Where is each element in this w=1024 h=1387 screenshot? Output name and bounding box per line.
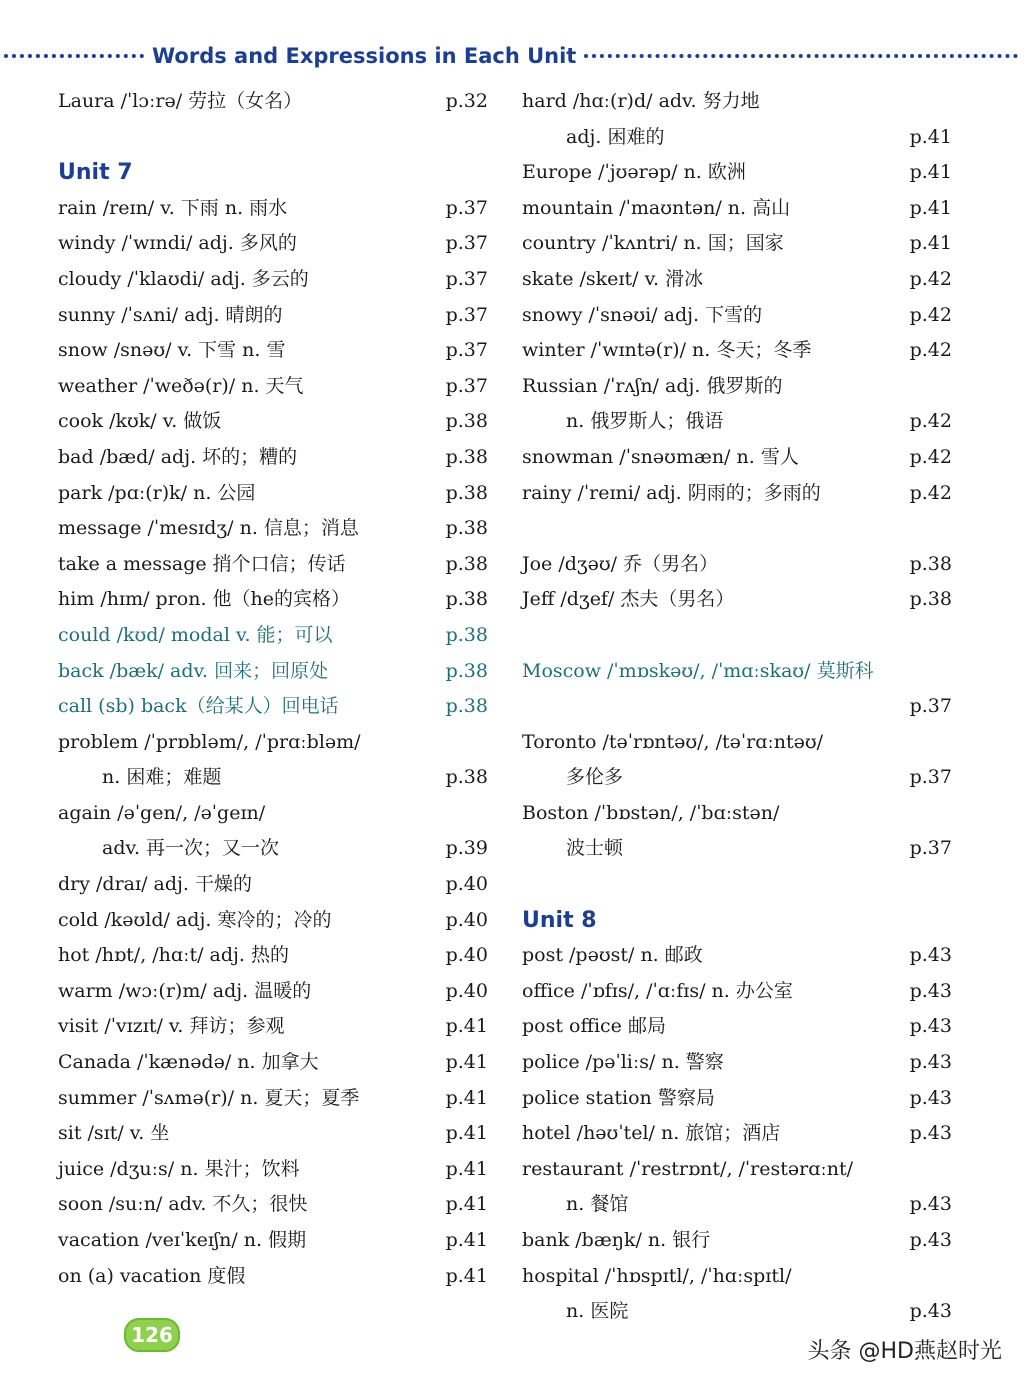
page-reference: p.41 bbox=[445, 1015, 488, 1038]
vocab-row bbox=[522, 831, 962, 867]
vocab-entry: police /pəˈliːs/ n. 警察 bbox=[522, 1051, 724, 1074]
vocab-entry: cook /kʊk/ v. 做饭 bbox=[58, 410, 222, 433]
page-reference: p.40 bbox=[445, 908, 488, 931]
vocab-entry: Joe /dʒəʊ/ 乔（男名） bbox=[522, 552, 719, 575]
vocab-row bbox=[58, 1081, 498, 1117]
page-reference: p.43 bbox=[909, 1122, 952, 1145]
vocab-row bbox=[58, 725, 498, 761]
vocab-entry: visit /ˈvɪzɪt/ v. 拜访；参观 bbox=[58, 1015, 285, 1038]
vocab-row bbox=[522, 155, 962, 191]
vocab-entry: windy /ˈwɪndi/ adj. 多风的 bbox=[58, 232, 297, 255]
page-reference: p.38 bbox=[445, 623, 488, 646]
page-reference: p.41 bbox=[445, 1157, 488, 1180]
vocab-row bbox=[522, 796, 962, 832]
vocab-row bbox=[58, 511, 498, 547]
vocab-row bbox=[58, 974, 498, 1010]
vocab-row bbox=[522, 298, 962, 334]
vocab-row bbox=[522, 1187, 962, 1223]
vocab-entry: Jeff /dʒef/ 杰夫（男名） bbox=[522, 588, 735, 611]
vocab-entry: bad /bæd/ adj. 坏的；糟的 bbox=[58, 445, 298, 468]
vocab-entry: again /əˈgen/, /əˈgeɪn/ bbox=[58, 801, 266, 824]
vocab-row bbox=[58, 1187, 498, 1223]
vocab-row bbox=[58, 369, 498, 405]
vocab-entry: n. 医院 bbox=[566, 1300, 629, 1323]
page-reference: p.43 bbox=[909, 1051, 952, 1074]
vocab-row bbox=[58, 476, 498, 512]
vocab-row bbox=[58, 84, 498, 120]
vocab-row bbox=[522, 226, 962, 262]
vocab-row bbox=[522, 1259, 962, 1295]
vocab-row bbox=[522, 262, 962, 298]
vocab-entry: Europe /ˈjʊərəp/ n. 欧洲 bbox=[522, 161, 746, 184]
vocab-row bbox=[58, 582, 498, 618]
page-reference: p.41 bbox=[909, 196, 952, 219]
vocab-entry: adv. 再一次；又一次 bbox=[102, 837, 280, 860]
vocab-entry: message /ˈmesɪdʒ/ n. 信息；消息 bbox=[58, 517, 359, 540]
page-reference: p.43 bbox=[909, 944, 952, 967]
vocab-row bbox=[522, 404, 962, 440]
header-dots-left bbox=[4, 54, 144, 58]
vocab-row bbox=[58, 333, 498, 369]
spacer bbox=[522, 618, 962, 654]
vocab-row bbox=[522, 974, 962, 1010]
vocab-entry: call (sb) back（给某人）回电话 bbox=[58, 695, 339, 718]
vocab-row bbox=[58, 1152, 498, 1188]
page-reference: p.39 bbox=[445, 837, 488, 860]
vocab-entry: police station 警察局 bbox=[522, 1086, 715, 1109]
vocab-entry: problem /ˈprɒbləm/, /ˈprɑːbləm/ bbox=[58, 730, 361, 753]
vocab-entry: could /kʊd/ modal v. 能；可以 bbox=[58, 623, 333, 646]
vocab-row bbox=[58, 191, 498, 227]
page-reference: p.37 bbox=[445, 196, 488, 219]
spacer bbox=[58, 120, 498, 156]
vocab-entry: Russian /ˈrʌʃn/ adj. 俄罗斯的 bbox=[522, 374, 783, 397]
page-reference: p.37 bbox=[445, 303, 488, 326]
vocab-entry: skate /skeɪt/ v. 滑冰 bbox=[522, 267, 704, 290]
vocab-entry: vacation /veɪˈkeɪʃn/ n. 假期 bbox=[58, 1229, 307, 1251]
vocab-row bbox=[58, 1009, 498, 1045]
vocab-entry: 多伦多 bbox=[566, 766, 624, 789]
vocab-row bbox=[522, 1294, 962, 1330]
vocab-row bbox=[58, 404, 498, 440]
vocab-entry: post /pəʊst/ n. 邮政 bbox=[522, 944, 703, 967]
page-reference: p.38 bbox=[445, 659, 488, 682]
page-reference: p.43 bbox=[909, 1086, 952, 1109]
vocab-entry: country /ˈkʌntri/ n. 国；国家 bbox=[522, 232, 784, 255]
vocab-entry: snow /snəʊ/ v. 下雪 n. 雪 bbox=[58, 339, 286, 362]
vocab-row bbox=[522, 938, 962, 974]
vocab-entry: n. 困难；难题 bbox=[102, 766, 222, 789]
vocab-entry: n. 餐馆 bbox=[566, 1193, 629, 1216]
vocab-row bbox=[522, 84, 962, 120]
page-reference: p.38 bbox=[909, 552, 952, 575]
page-reference: p.42 bbox=[909, 303, 952, 326]
vocab-entry: hospital /ˈhɒspɪtl/, /ˈhɑːspɪtl/ bbox=[522, 1264, 792, 1287]
page-reference: p.42 bbox=[909, 481, 952, 504]
vocab-entry: adj. 困难的 bbox=[566, 125, 665, 148]
page-reference: p.43 bbox=[909, 1015, 952, 1038]
vocab-row bbox=[522, 1116, 962, 1152]
vocab-entry: bank /bæŋk/ n. 银行 bbox=[522, 1229, 711, 1251]
vocab-entry: 波士顿 bbox=[566, 837, 624, 860]
page-reference: p.38 bbox=[445, 481, 488, 504]
vocab-row bbox=[522, 191, 962, 227]
vocab-row bbox=[522, 582, 962, 618]
page-reference: p.41 bbox=[909, 232, 952, 255]
vocab-row bbox=[522, 654, 962, 690]
vocab-row bbox=[522, 1223, 962, 1259]
vocab-row bbox=[522, 760, 962, 796]
page-number-badge: 126 bbox=[124, 1318, 180, 1352]
vocab-row bbox=[522, 369, 962, 405]
vocab-entry: winter /ˈwɪntə(r)/ n. 冬天；冬季 bbox=[522, 339, 812, 362]
page-reference: p.41 bbox=[445, 1264, 488, 1287]
vocab-row bbox=[522, 1045, 962, 1081]
page-reference: p.37 bbox=[445, 267, 488, 290]
page-reference: p.40 bbox=[445, 944, 488, 967]
page-reference: p.43 bbox=[909, 1193, 952, 1216]
vocab-row bbox=[522, 1152, 962, 1188]
page-reference: p.40 bbox=[445, 979, 488, 1002]
page-reference: p.32 bbox=[445, 90, 488, 112]
page-reference: p.42 bbox=[909, 445, 952, 468]
vocab-row bbox=[58, 1116, 498, 1152]
vocab-entry: hard /hɑː(r)d/ adv. 努力地 bbox=[522, 90, 760, 112]
vocab-row bbox=[522, 1081, 962, 1117]
page-reference: p.41 bbox=[909, 161, 952, 184]
page-reference: p.41 bbox=[445, 1229, 488, 1251]
vocab-entry: post office 邮局 bbox=[522, 1015, 666, 1038]
vocab-row bbox=[58, 903, 498, 939]
vocab-row bbox=[522, 476, 962, 512]
vocab-entry: on (a) vacation 度假 bbox=[58, 1264, 246, 1287]
vocab-row bbox=[522, 725, 962, 761]
vocab-row bbox=[522, 333, 962, 369]
page-reference: p.38 bbox=[445, 552, 488, 575]
vocab-row bbox=[522, 120, 962, 156]
page-reference: p.38 bbox=[445, 410, 488, 433]
header-dots-right bbox=[584, 54, 1018, 58]
vocab-row bbox=[58, 654, 498, 690]
spacer bbox=[522, 867, 962, 903]
page-reference: p.41 bbox=[445, 1051, 488, 1074]
vocab-entry: n. 俄罗斯人；俄语 bbox=[566, 410, 724, 433]
page-reference: p.38 bbox=[445, 766, 488, 789]
unit-heading: Unit 7 bbox=[58, 160, 133, 186]
vocab-row bbox=[522, 547, 962, 583]
vocab-entry: Moscow /ˈmɒskəʊ/, /ˈmɑːskaʊ/ 莫斯科 bbox=[522, 659, 874, 682]
vocab-row bbox=[522, 440, 962, 476]
vocab-row bbox=[58, 938, 498, 974]
watermark: 头条 @HD燕赵时光 bbox=[807, 1339, 1002, 1364]
page-reference: p.43 bbox=[909, 1300, 952, 1323]
vocab-row bbox=[58, 618, 498, 654]
page-reference: p.38 bbox=[445, 695, 488, 718]
vocab-entry: park /pɑː(r)k/ n. 公园 bbox=[58, 481, 256, 504]
spacer bbox=[522, 511, 962, 547]
vocab-entry: juice /dʒuːs/ n. 果汁；饮料 bbox=[58, 1157, 300, 1180]
page-reference: p.38 bbox=[445, 445, 488, 468]
vocab-entry: sunny /ˈsʌni/ adj. 晴朗的 bbox=[58, 303, 283, 326]
page-reference: p.38 bbox=[445, 588, 488, 611]
vocab-row bbox=[58, 547, 498, 583]
vocab-entry: Canada /ˈkænədə/ n. 加拿大 bbox=[58, 1051, 319, 1074]
page-reference: p.43 bbox=[909, 1229, 952, 1251]
page-reference: p.41 bbox=[445, 1086, 488, 1109]
vocab-row bbox=[522, 689, 962, 725]
vocab-row bbox=[58, 1045, 498, 1081]
page-reference: p.37 bbox=[909, 837, 952, 860]
vocab-entry: dry /draɪ/ adj. 干燥的 bbox=[58, 873, 252, 896]
vocab-entry: hot /hɒt/, /hɑːt/ adj. 热的 bbox=[58, 944, 290, 967]
vocab-entry: warm /wɔː(r)m/ adj. 温暖的 bbox=[58, 979, 312, 1002]
vocab-entry: mountain /ˈmaʊntən/ n. 高山 bbox=[522, 196, 791, 219]
vocab-entry: snowman /ˈsnəʊmæn/ n. 雪人 bbox=[522, 445, 799, 468]
vocab-row bbox=[58, 440, 498, 476]
page-reference: p.42 bbox=[909, 267, 952, 290]
page-reference: p.37 bbox=[445, 232, 488, 255]
page-reference: p.37 bbox=[909, 695, 952, 718]
vocab-entry: weather /ˈweðə(r)/ n. 天气 bbox=[58, 374, 304, 397]
page-reference: p.42 bbox=[909, 339, 952, 362]
vocab-entry: take a message 捎个口信；传话 bbox=[58, 552, 346, 575]
vocab-row bbox=[58, 1259, 498, 1295]
vocab-entry: cloudy /ˈklaʊdi/ adj. 多云的 bbox=[58, 267, 309, 290]
vocab-row bbox=[58, 689, 498, 725]
vocab-entry: office /ˈɒfɪs/, /ˈɑːfɪs/ n. 办公室 bbox=[522, 979, 793, 1002]
right-column bbox=[522, 84, 962, 1330]
left-column bbox=[58, 84, 498, 1294]
vocab-row bbox=[58, 796, 498, 832]
vocab-row bbox=[58, 298, 498, 334]
vocab-entry: Toronto /təˈrɒntəʊ/, /təˈrɑːntəʊ/ bbox=[522, 730, 824, 753]
header-title: Words and Expressions in Each Unit bbox=[152, 44, 577, 68]
page-reference: p.41 bbox=[445, 1122, 488, 1145]
page-reference: p.43 bbox=[909, 979, 952, 1002]
vocab-entry: sit /sɪt/ v. 坐 bbox=[58, 1122, 170, 1145]
page-reference: p.41 bbox=[445, 1193, 488, 1216]
page-reference: p.37 bbox=[445, 339, 488, 362]
vocab-entry: hotel /həʊˈtel/ n. 旅馆；酒店 bbox=[522, 1122, 781, 1145]
vocab-entry: snowy /ˈsnəʊi/ adj. 下雪的 bbox=[522, 303, 763, 326]
page-reference: p.40 bbox=[445, 873, 488, 896]
unit-heading: Unit 8 bbox=[522, 907, 597, 933]
vocab-entry: back /bæk/ adv. 回来；回原处 bbox=[58, 659, 329, 682]
vocab-row bbox=[58, 760, 498, 796]
page-reference: p.37 bbox=[445, 374, 488, 397]
vocab-entry: summer /ˈsʌmə(r)/ n. 夏天；夏季 bbox=[58, 1086, 360, 1109]
vocab-entry: him /hɪm/ pron. 他（he的宾格） bbox=[58, 588, 351, 611]
vocab-row bbox=[58, 226, 498, 262]
page-reference: p.41 bbox=[909, 125, 952, 148]
vocab-entry: restaurant /ˈrestrɒnt/, /ˈrestərɑːnt/ bbox=[522, 1157, 854, 1180]
vocab-row bbox=[58, 867, 498, 903]
vocab-entry: rain /reɪn/ v. 下雨 n. 雨水 bbox=[58, 196, 288, 219]
page-reference: p.42 bbox=[909, 410, 952, 433]
vocab-entry: Laura /ˈlɔːrə/ 劳拉（女名） bbox=[58, 90, 303, 112]
vocab-entry: cold /kəʊld/ adj. 寒冷的；冷的 bbox=[58, 908, 332, 931]
vocab-entry: Boston /ˈbɒstən/, /ˈbɑːstən/ bbox=[522, 801, 780, 824]
vocab-entry: rainy /ˈreɪni/ adj. 阴雨的；多雨的 bbox=[522, 481, 821, 504]
vocab-row bbox=[58, 831, 498, 867]
vocab-row bbox=[58, 1223, 498, 1259]
vocab-row bbox=[522, 1009, 962, 1045]
page-reference: p.37 bbox=[909, 766, 952, 789]
vocab-row bbox=[58, 262, 498, 298]
vocab-entry: soon /suːn/ adv. 不久；很快 bbox=[58, 1193, 308, 1216]
page-reference: p.38 bbox=[445, 517, 488, 540]
page-reference: p.38 bbox=[909, 588, 952, 611]
page-header bbox=[0, 36, 1024, 76]
